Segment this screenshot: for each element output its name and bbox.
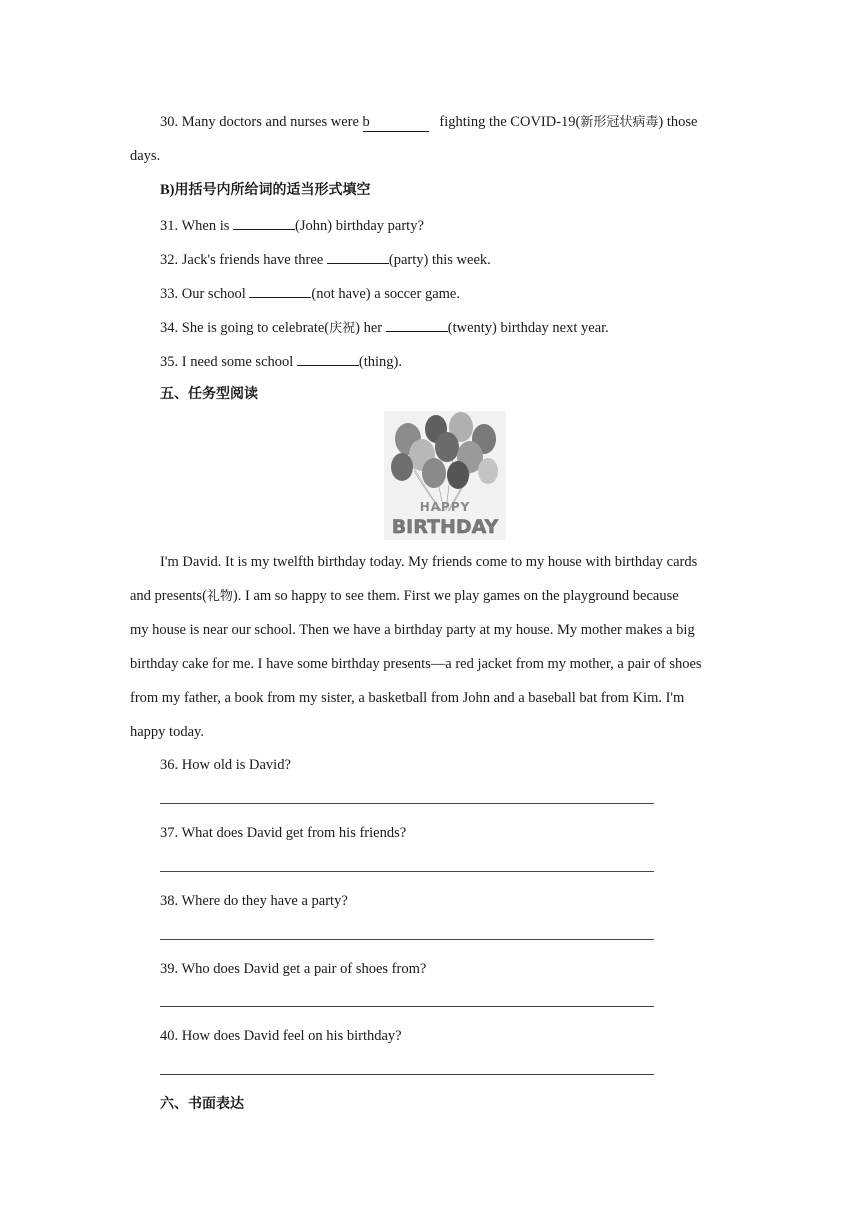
blank-31[interactable]: [233, 215, 295, 230]
question-30: 30. Many doctors and nurses were b fighting the COVID-19(新形冠状病毒) those: [160, 114, 698, 130]
question-32: 32. Jack's friends have three (party) this week.: [160, 249, 491, 269]
question-36: 36. How old is David?: [160, 757, 291, 773]
image-text-birthday: BIRTHDAY: [391, 516, 499, 538]
image-text-happy: HAPPY: [419, 500, 471, 514]
section-b-heading: B)用括号内所给词的适当形式填空: [160, 182, 371, 198]
answer-line-36[interactable]: [160, 803, 654, 804]
passage-line-5: from my father, a book from my sister, a basketball from John and a baseball bat from Kim. I'm: [130, 690, 685, 706]
passage-line-4: birthday cake for me. I have some birthday presents—a red jacket from my mother, a pair of shoes: [130, 656, 702, 672]
question-39: 39. Who does David get a pair of shoes from?: [160, 961, 427, 977]
passage-line-1: I'm David. It is my twelfth birthday today. My friends come to my house with birthday cards: [160, 554, 698, 570]
answer-line-37[interactable]: [160, 871, 654, 872]
blank-35[interactable]: [297, 351, 359, 366]
question-40: 40. How does David feel on his birthday?: [160, 1028, 402, 1044]
answer-line-40[interactable]: [160, 1074, 654, 1075]
answer-line-39[interactable]: [160, 1006, 654, 1007]
answer-line-38[interactable]: [160, 939, 654, 940]
blank-34[interactable]: [386, 317, 448, 332]
question-35: 35. I need some school (thing).: [160, 351, 402, 371]
section-6-heading: 六、书面表达: [160, 1096, 244, 1112]
question-38: 38. Where do they have a party?: [160, 893, 348, 909]
blank-33[interactable]: [249, 283, 311, 298]
question-37: 37. What does David get from his friends?: [160, 825, 407, 841]
passage-line-6: happy today.: [130, 724, 204, 740]
question-30-continued: days.: [130, 148, 161, 164]
question-31: 31. When is (John) birthday party?: [160, 215, 424, 235]
section-5-heading: 五、任务型阅读: [160, 386, 258, 402]
blank-32[interactable]: [327, 249, 389, 264]
passage-line-3: my house is near our school. Then we have a birthday party at my house. My mother makes a big: [130, 622, 695, 638]
blank-30[interactable]: b: [363, 113, 429, 127]
passage-line-2: and presents(礼物). I am so happy to see them. First we play games on the playground because: [130, 588, 679, 604]
question-34: 34. She is going to celebrate(庆祝) her (twenty) birthday next year.: [160, 317, 609, 338]
happy-birthday-balloons-image: [384, 411, 506, 540]
question-33: 33. Our school (not have) a soccer game.: [160, 283, 460, 303]
